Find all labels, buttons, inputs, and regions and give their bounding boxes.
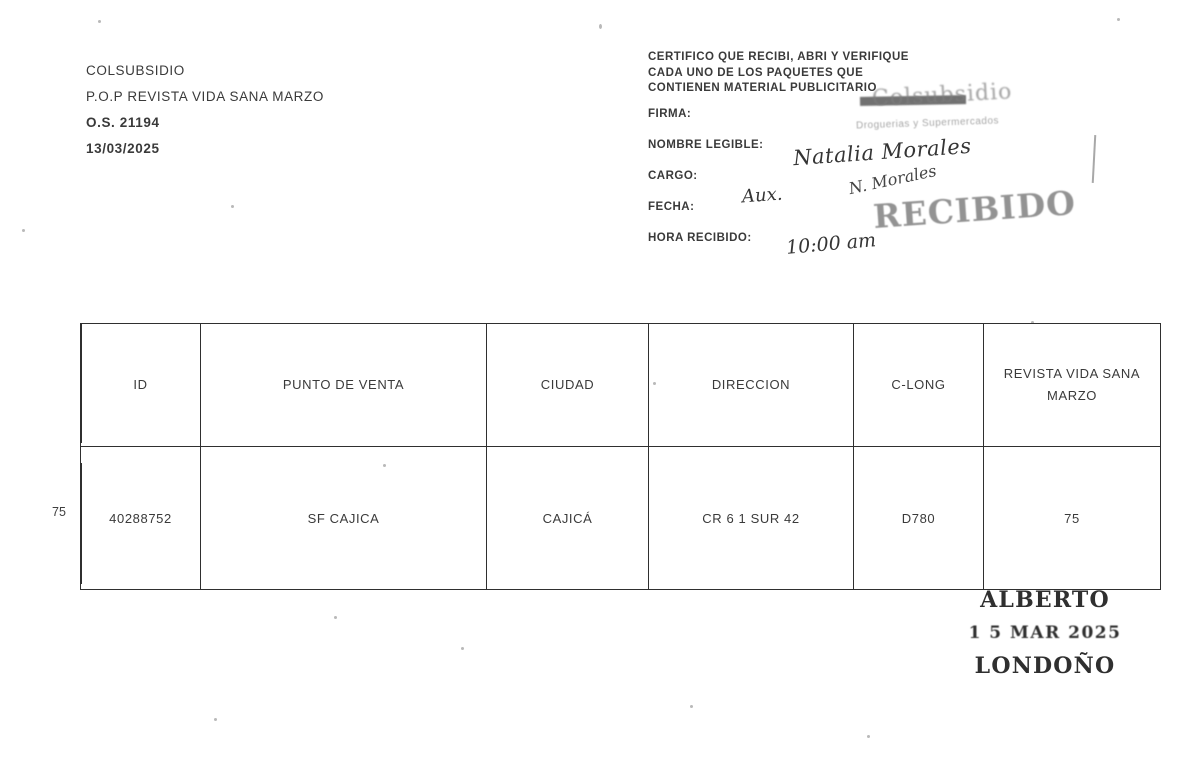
cell-id: 40288752 <box>81 447 201 590</box>
field-nombre-legible-label: NOMBRE LEGIBLE: <box>648 138 764 151</box>
reception-stamp <box>955 584 1135 682</box>
handwritten-firma: N. Morales <box>846 160 939 199</box>
stamp-first-name: ALBERTO <box>980 587 1110 613</box>
field-firma-label: FIRMA: <box>648 107 692 120</box>
handwritten-nombre-legible: Natalia Morales <box>792 133 973 171</box>
scan-speck <box>1117 18 1120 21</box>
column-header-c-long: C-LONG <box>854 324 984 447</box>
scan-speck <box>867 735 870 738</box>
scan-speck <box>461 647 464 650</box>
table-row <box>81 447 1161 590</box>
column-header-revista-line-2: MARZO <box>1047 388 1097 403</box>
stamp-recibido: RECIBIDO <box>871 182 1078 237</box>
scan-speck <box>334 616 337 619</box>
cell-ciudad: CAJICÁ <box>487 447 649 590</box>
column-header-ciudad: CIUDAD <box>487 324 649 447</box>
cell-punto-de-venta: SF CAJICA <box>201 447 487 590</box>
table-header <box>81 324 1161 447</box>
scan-speck <box>98 20 101 23</box>
column-header-punto-de-venta: PUNTO DE VENTA <box>201 324 487 447</box>
field-fecha <box>648 201 909 232</box>
stamp-company-name: Colsubsidio <box>871 79 1013 112</box>
scan-speck <box>214 718 217 721</box>
handwritten-hora-recibido: 10:00 am <box>785 229 877 259</box>
document-date: 13/03/2025 <box>86 141 160 156</box>
project-name: P.O.P REVISTA VIDA SANA MARZO <box>86 89 324 104</box>
field-fecha-label: FECHA: <box>648 200 695 213</box>
stamp-bracket-line <box>1092 135 1096 183</box>
cell-c-long: D780 <box>854 447 984 590</box>
stamp-company-subtitle: Droguerias y Supermercados <box>855 115 1000 132</box>
stamp-last-name: LONDOÑO <box>974 653 1116 679</box>
document-header-left <box>86 58 324 162</box>
certification-line-2: CADA UNO DE LOS PAQUETES QUE <box>648 66 864 79</box>
column-header-direccion: DIRECCION <box>649 324 854 447</box>
column-header-id: ID <box>81 324 201 447</box>
row-number-margin: 75 <box>52 505 66 519</box>
column-header-revista-vida-sana-marzo <box>984 324 1161 447</box>
scan-speck <box>690 705 693 708</box>
cell-direccion: CR 6 1 SUR 42 <box>649 447 854 590</box>
column-header-revista-line-1: REVISTA VIDA SANA <box>1003 366 1141 381</box>
table-header-row <box>81 324 1161 447</box>
field-hora-recibido-label: HORA RECIBIDO: <box>648 231 752 244</box>
field-cargo-label: CARGO: <box>648 169 698 182</box>
order-number: O.S. 21194 <box>86 115 160 130</box>
certification-line-1: CERTIFICO QUE RECIBI, ABRI Y VERIFIQUE <box>648 51 909 63</box>
company-name: COLSUBSIDIO <box>86 63 185 78</box>
scan-speck <box>22 229 25 232</box>
delivery-table <box>80 323 1161 590</box>
certification-line-3: CONTIENEN MATERIAL PUBLICITARIO <box>648 82 877 94</box>
cell-revista-vida-sana-marzo: 75 <box>984 447 1161 590</box>
stamp-date: 1 5 MAR 2025 <box>968 623 1122 643</box>
scan-speck <box>599 24 602 29</box>
table-body <box>81 447 1161 590</box>
handwritten-cargo: Aux. <box>741 183 784 208</box>
scan-speck <box>231 205 234 208</box>
